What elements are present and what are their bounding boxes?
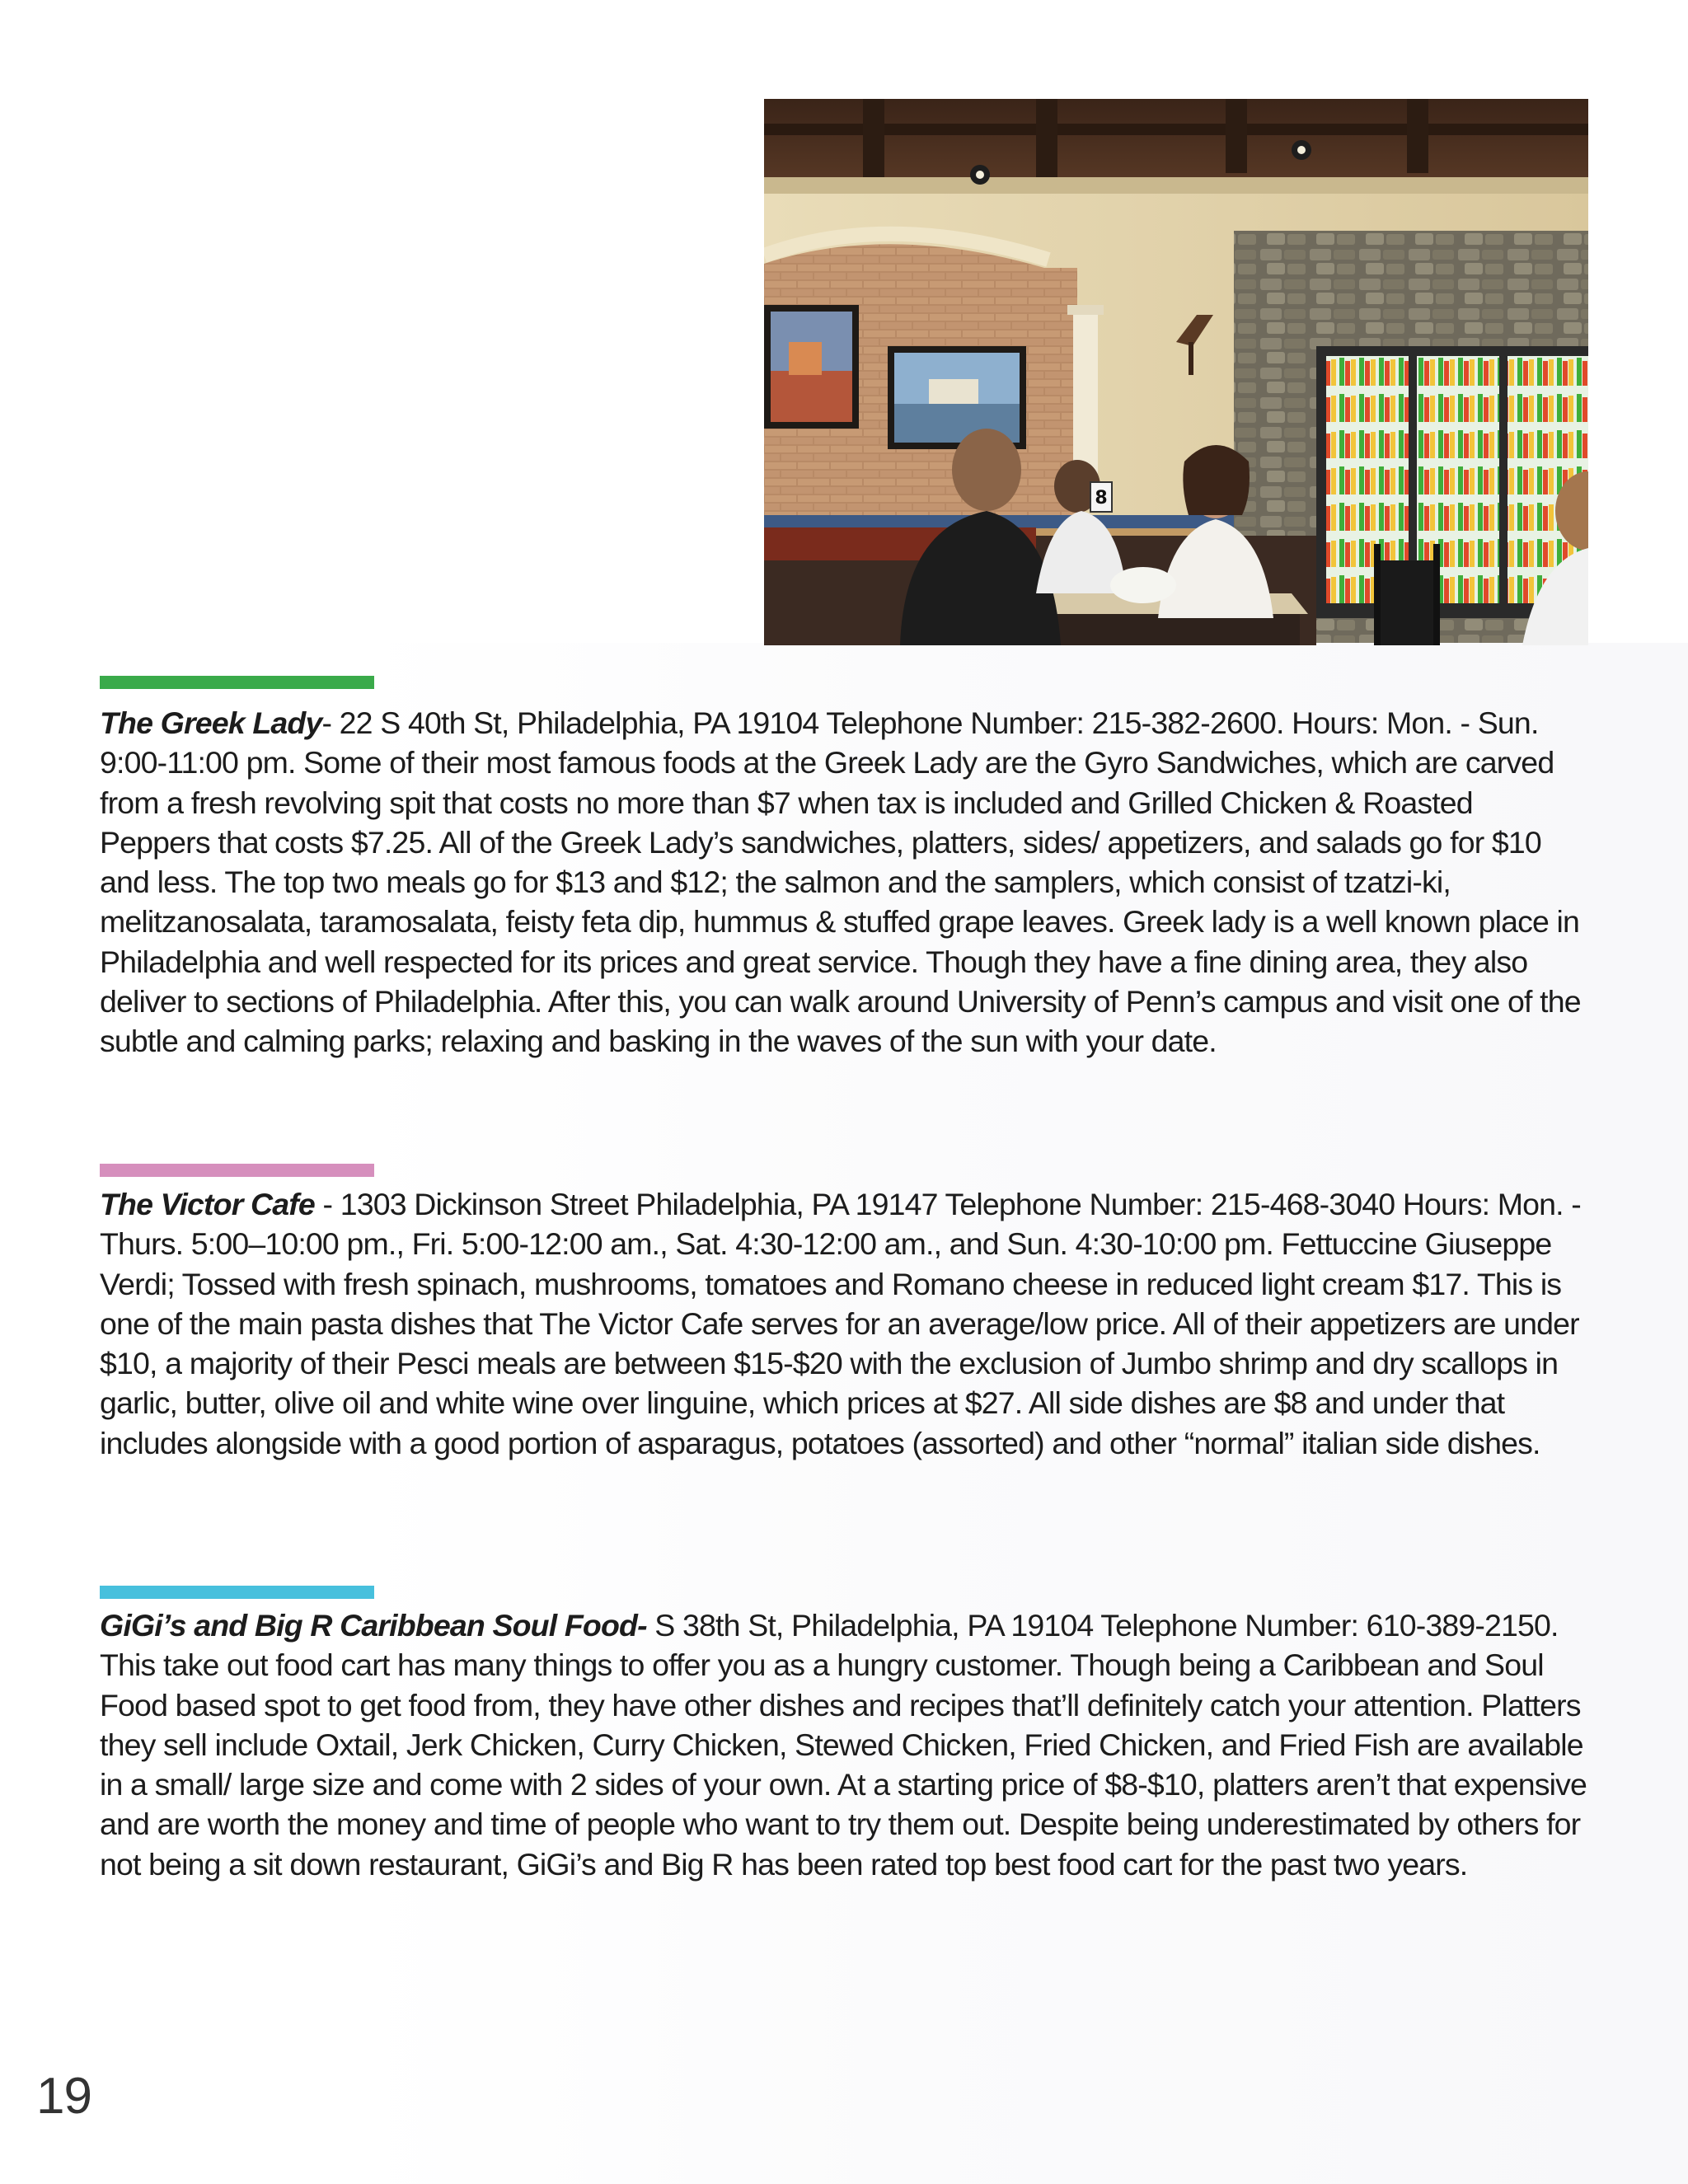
victor-cafe-entry [100,1184,1587,1463]
restaurant-description: - 22 S 40th St, Philadelphia, PA 19104 Telephone Number: 215-382-2600. Hours: Mon. - Sun. 9:00-11:00 pm. Some of their most famous foods at the Greek Lady are the Gyro Sandwiches, which are carved from a fresh revolving spit that costs no more than $7 when tax is included and Grilled Chicken & Roasted Peppers that costs $7.25. All of the Greek Lady’s sandwiches, platters, sides/ appetizers, and salads go for $10 and less. The top two meals go for $13 and $12; the salmon and the samplers, which consist of tzatzi-ki, melitzanosalata, taramosalata, feisty feta dip, hummus & stuffed grape leaves. Greek lady is a well known place in Philadelphia and well respected for its prices and great service. Though they have a fine dining area, they also deliver to sections of Philadelphia. After this, you can walk around University of Penn’s campus and visit one of the subtle and calming parks; relaxing and basking in the waves of the sun with your date. [100,705,1581,1059]
restaurant-name: The Victor Cafe [100,1187,323,1221]
restaurant-name: GiGi’s and Big R Caribbean Soul Food- [100,1608,647,1643]
restaurant-description: - 1303 Dickinson Street Philadelphia, PA 19147 Telephone Number: 215-468-3040 Hours: Mon. - Thurs. 5:00–10:00 pm., Fri. 5:00-12:00 am., Sat. 4:30-12:00 am., and Sun. 4:30-10:00 pm. Fettuccine Giuseppe Verdi; Tossed with fresh spinach, mushrooms, tomatoes and Romano cheese in reduced light cream $17. This is one of the main pasta dishes that The Victor Cafe serves for an average/low price. All of their appetizers are under $10, a majority of their Pesci meals are between $15-$20 with the exclusion of Jumbo shrimp and dry scallops in garlic, butter, olive oil and white wine over linguine, which prices at $27. All side dishes are $8 and under that includes alongside with a good portion of asparagus, potatoes (assorted) and other “normal” italian side dishes. [100,1187,1581,1460]
greek-lady-accent-bar [100,676,374,689]
restaurant-name: The Greek Lady [100,705,322,740]
restaurant-interior-photo [764,99,1588,645]
table-number: 8 [1095,488,1108,509]
greek-lady-entry [100,703,1587,1062]
page-number: 19 [36,2068,91,2125]
victor-cafe-accent-bar [100,1164,374,1177]
restaurant-description: S 38th St, Philadelphia, PA 19104 Telephone Number: 610-389-2150. This take out food cart has many things to offer you as a hungry customer. Though being a Caribbean and Soul Food based spot to get food from, they have other dishes and recipes that’ll definitely catch your attention. Platters they sell include Oxtail, Jerk Chicken, Curry Chicken, Stewed Chicken, Fried Chicken, and Fried Fish are available in a small/ large size and come with 2 sides of your own. At a starting price of $8-$10, platters aren’t that expensive and are worth the money and time of people who want to try them out. Despite being underestimated by others for not being a sit down restaurant, GiGi’s and Big R has been rated top best food cart for the past two years. [100,1608,1587,1882]
gigis-entry [100,1605,1587,1884]
gigis-accent-bar [100,1586,374,1599]
